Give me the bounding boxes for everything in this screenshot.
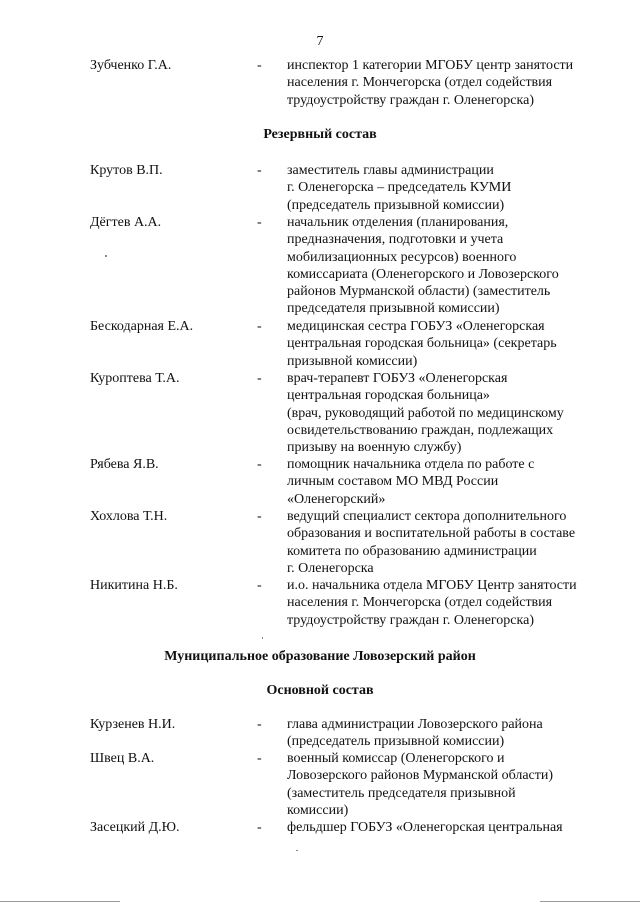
member-role: врач-терапевт ГОБУЗ «Оленегорская центральная городская больница» (врач, руководящий работой по медицинскому освидетельствованию граждан, подлежащих призыву на военную службу) [287,371,564,456]
separator-dash: - [257,319,262,334]
member-role: инспектор 1 категории МГОБУ центр занятости населения г. Мончегорска (отдел содействия трудоустройству граждан г. Оленегорска) [287,58,574,108]
member-role: помощник начальника отдела по работе с личным составом МО МВД России «Оленегорский» [287,457,535,507]
reserve-heading: Резервный состав [263,127,377,142]
separator-dash: - [257,751,262,766]
separator-dash: - [257,215,262,230]
scan-edge-line [540,901,640,902]
member-name: Крутов В.П. [90,163,163,178]
member-name: Хохлова Т.Н. [90,509,168,524]
separator-dash: - [257,58,262,73]
member-role: начальник отделения (планирования, предназначения, подготовки и учета мобилизационных ресурсов) военного комиссариата (Оленегорского и Ловозерского районов Мурманской области) (заместитель председателя призывной комиссии) [287,215,559,317]
scan-speck [105,255,107,257]
page-number: 7 [316,34,324,49]
member-name: Зубченко Г.А. [90,58,172,73]
member-role: и.о. начальника отдела МГОБУ Центр занятости населения г. Мончегорска (отдел содействия трудоустройству граждан г. Оленегорска) [287,578,577,628]
member-role: военный комиссар (Оленегорского и Ловозерского районов Мурманской области) (заместитель председателя призывной комиссии) [287,751,554,818]
separator-dash: - [257,717,262,732]
separator-dash: - [257,163,262,178]
member-role: ведущий специалист сектора дополнительного образования и воспитательной работы в составе комитета по образованию администрации г. Оленегорска [287,509,576,576]
member-role: заместитель главы администрации г. Оленегорска – председатель КУМИ (председатель призывной комиссии) [287,163,512,213]
member-name: Курзенев Н.И. [90,717,176,732]
separator-dash: - [257,457,262,472]
member-role: фельдшер ГОБУЗ «Оленегорская центральная [287,820,563,835]
scan-edge-line [0,901,120,902]
member-name: Рябева Я.В. [90,457,159,472]
separator-dash: - [257,578,262,593]
scan-speck [296,850,298,851]
member-role: глава администрации Ловозерского района (председатель призывной комиссии) [287,717,543,750]
municipality-heading: Муниципальное образование Ловозерский район [164,649,476,664]
main-composition-heading: Основной состав [266,683,374,698]
member-name: Куроптева Т.А. [90,371,180,386]
member-name: Бескодарная Е.А. [90,319,194,334]
scan-speck [262,637,263,639]
member-name: Засецкий Д.Ю. [90,820,180,835]
separator-dash: - [257,820,262,835]
separator-dash: - [257,371,262,386]
separator-dash: - [257,509,262,524]
member-role: медицинская сестра ГОБУЗ «Оленегорская центральная городская больница» (секретарь призывной комиссии) [287,319,557,369]
member-name: Никитина Н.Б. [90,578,178,593]
member-name: Швец В.А. [90,751,155,766]
member-name: Дёгтев А.А. [90,215,162,230]
